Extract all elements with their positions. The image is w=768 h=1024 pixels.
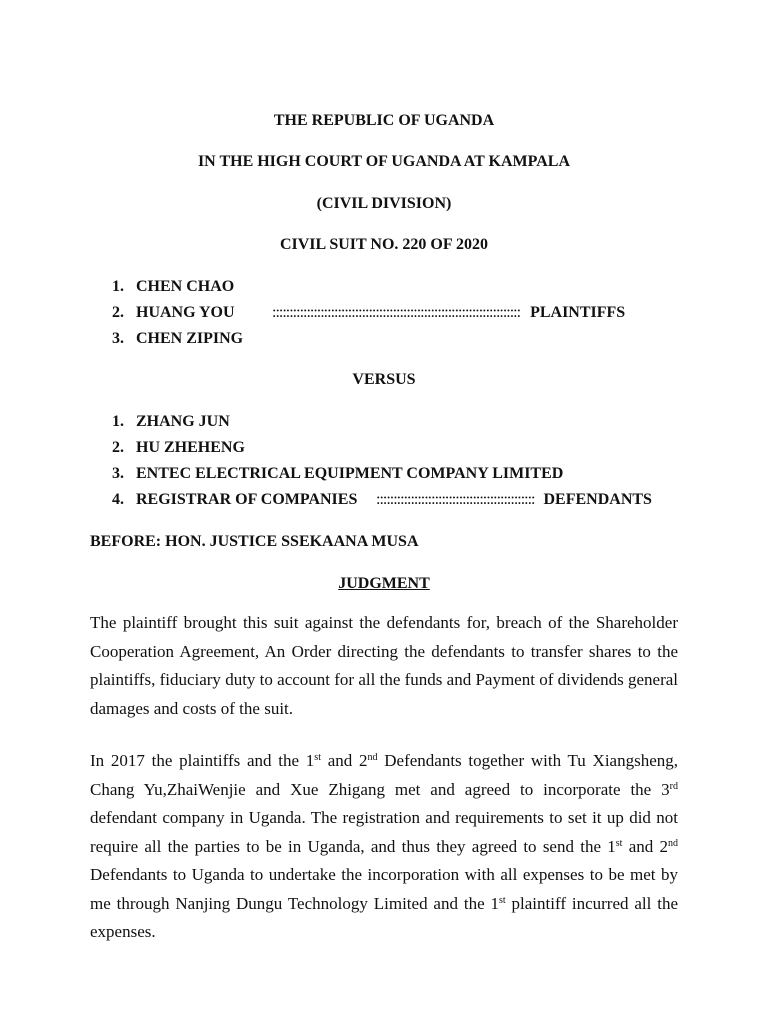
plaintiffs-separator: :::::::::::::::::::::::::::::::::::::::::::::::::::::::::::::::::::::::: PLAINTIFFS xyxy=(272,304,626,321)
division-heading: (CIVIL DIVISION) xyxy=(316,195,452,212)
document-page: THE REPUBLIC OF UGANDA IN THE HIGH COURT OF UGANDA AT KAMPALA (CIVIL DIVISION) CIVIL SUIT NO. 220 OF 2020 1. CHEN CHAO 2. HUANG YOU :::::::::::::::::::::::::::::::::::::::::::::::::::::::::::::::::::::::: PLAINTIFFS 3. CHEN ZIPING VERSUS 1. ZHANG JUN 2. HU ZHEHENG 3. ENTEC ELECTRICAL EQUIPMENT COMPANY LIMITED 4. REGISTRAR OF COMPANIES :::::::::::::::::::::::::::::::::::::::::::::: DEFENDANTS BEFORE: HON. JUSTICE SSEKAANA MUSA JUDGMENT The plaintiff brought this suit against the defendants for, breach of the Shareholder Cooperation Agreement, An Order directing the defendants to transfer shares to the plaintiffs, fiduciary duty to account for all the funds and Payment of dividends general damages and costs of the suit. In 2017 the plaintiffs and the 1st and 2nd Defendants together with Tu Xiangsheng, Chang Yu,ZhaiWenjie and Xue Zhigang met and agreed to incorporate the 3rd defendant company in Uganda. The registration and requirements to set it up did not require all the parties to be in Uganda, and thus they agreed to send the 1st and 2nd Defendants to Uganda to undertake the incorporation with all expenses to be met by me through Nanjing Dungu Technology Limited and the 1st plaintiff incurred all the expenses. xyxy=(0,0,768,1024)
suit-number: CIVIL SUIT NO. 220 OF 2020 xyxy=(279,236,489,253)
judgment-heading: JUDGMENT xyxy=(338,575,430,592)
plaintiffs-label: PLAINTIFFS xyxy=(530,304,626,321)
versus-heading: VERSUS xyxy=(352,371,416,388)
defendants-label: DEFENDANTS xyxy=(543,491,652,508)
republic-heading: THE REPUBLIC OF UGANDA xyxy=(273,112,495,129)
defendants-separator: :::::::::::::::::::::::::::::::::::::::::::::: DEFENDANTS xyxy=(376,491,652,508)
court-heading: IN THE HIGH COURT OF UGANDA AT KAMPALA xyxy=(197,153,571,170)
before-judge: BEFORE: HON. JUSTICE SSEKAANA MUSA xyxy=(90,533,419,550)
paragraph-2: In 2017 the plaintiffs and the 1st and 2nd Defendants together with Tu Xiangsheng, Chang Yu,ZhaiWenjie and Xue Zhigang met and agreed to incorporate the 3rd defendant company in Uganda. The registration and requirements to set it up did not require all the parties to be in Uganda, and thus they agreed to send the 1st and 2nd Defendants to Uganda to undertake the incorporation with all expenses to be met by me through Nanjing Dungu Technology Limited and the 1st plaintiff incurred all the expenses. xyxy=(90,751,679,941)
paragraph-1: The plaintiff brought this suit against the defendants for, breach of the Shareholder Cooperation Agreement, An Order directing the defendants to transfer shares to the plaintiffs, fiduciary duty to account for all the funds and Payment of dividends general damages and costs of the suit. xyxy=(90,613,678,718)
